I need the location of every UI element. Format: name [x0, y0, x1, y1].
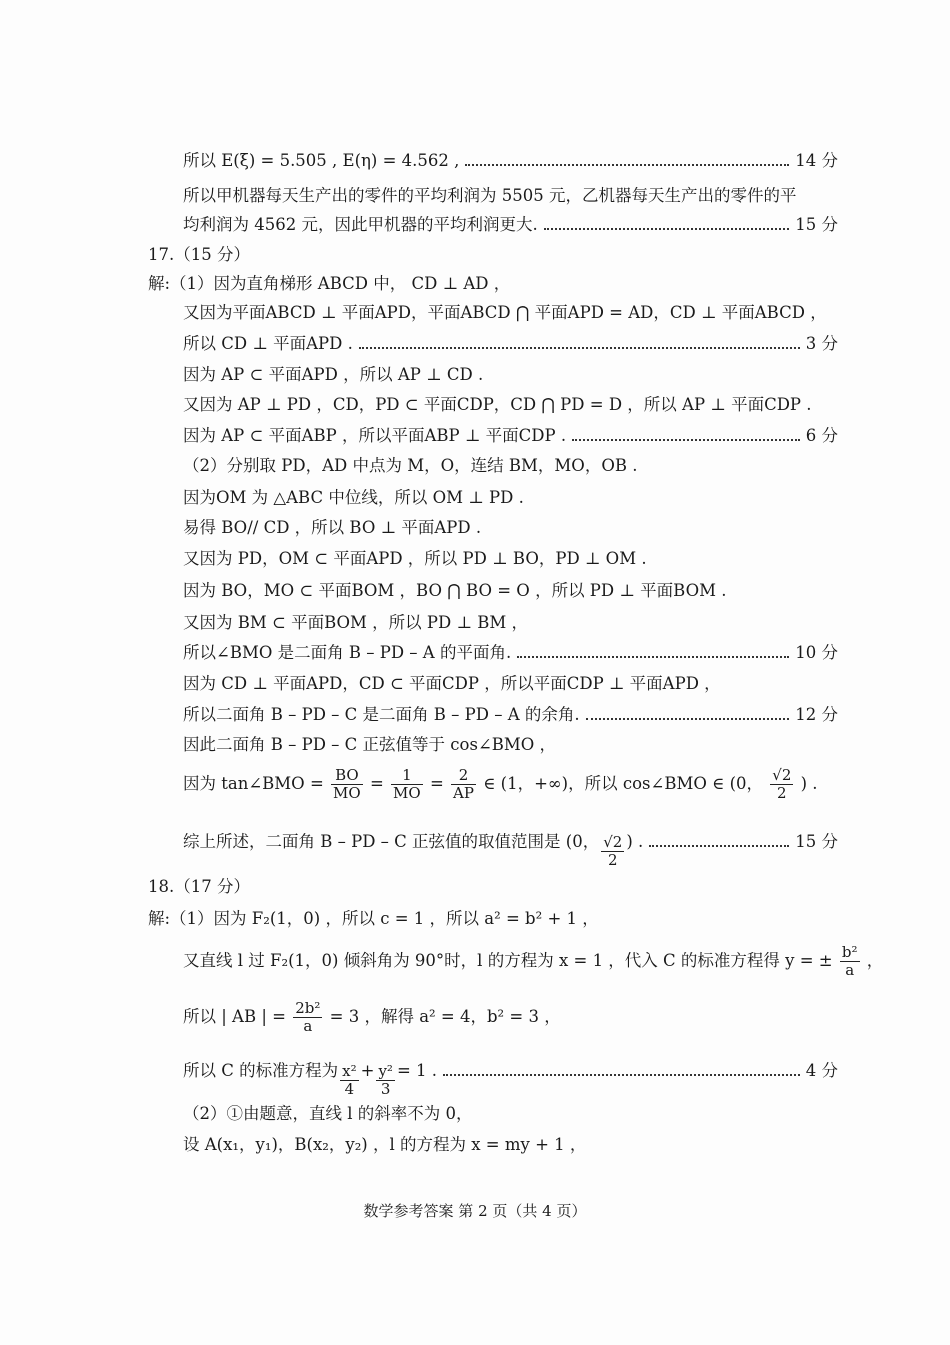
fraction-2b2-a: $\frac{\text{2b²}}{a}$ [295, 999, 321, 1035]
fraction-x2-4: $\frac{\text{x²}}{4}$ [342, 1062, 357, 1098]
fraction-b2-a: $\frac{\text{b²}}{a}$ [841, 943, 858, 979]
fraction-2-ap: $\frac{2}{AP}$ [453, 766, 474, 802]
q18-line-2: 又直线 l 过 F₂(1，0) 倾斜角为 90°时，l 的方程为 x = 1 ，代入 C 的标准方程得 y = ± $\frac{\text{b²}}{a}$ ， [183, 943, 884, 979]
q18-line-5: （2）①由题意，直线 l 的斜率不为 0， [183, 1104, 473, 1123]
fraction-bo-mo: $\frac{BO}{MO}$ [333, 766, 361, 802]
leader-dots [649, 845, 789, 847]
leader-dots [465, 164, 789, 166]
q18-line-1: 解:（1）因为 F₂(1，0) ，所以 c = 1 ，所以 a² = b² + 1 ， [148, 909, 599, 928]
q17-line-4: 因为 AP ⊂ 平面APD ，所以 AP ⊥ CD . [183, 365, 484, 384]
leader-dots [544, 228, 790, 230]
q17-line-3: 所以 CD ⊥ 平面APD . 3 分 [183, 334, 838, 353]
line-expectation: 所以 E(ξ) = 5.505 , E(η) = 4.562 , 14 分 [183, 151, 838, 170]
q17-line-13: 所以∠BMO 是二面角 B – PD – A 的平面角. 10 分 [183, 643, 838, 662]
q17-line-11: 因为 BO，MO ⊂ 平面BOM ，BO ⋂ BO = O ，所以 PD ⊥ 平面BOM . [183, 581, 727, 600]
q17-line-5: 又因为 AP ⊥ PD ，CD，PD ⊂ 平面CDP，CD ⋂ PD = D ，所以 AP ⊥ 平面CDP . [183, 395, 812, 414]
q17-line-12: 又因为 BM ⊂ 平面BOM ，所以 PD ⊥ BM ， [183, 613, 529, 632]
leader-dots [586, 718, 790, 720]
q17-line-15: 所以二面角 B – PD – C 是二面角 B – PD – A 的余角. 12 分 [183, 705, 838, 724]
leader-dots [572, 439, 800, 441]
question-17-header: 17.（15 分） [148, 245, 250, 264]
q18-line-4: 所以 C 的标准方程为 $\frac{\text{x²}}{4}$ + $\frac{\text{y²}}{3}$ = 1 . 4 分 [183, 1061, 838, 1098]
q18-line-6: 设 A(x₁，y₁)，B(x₂，y₂) ，l 的方程为 x = my + 1 ， [183, 1135, 587, 1154]
leader-dots [359, 347, 800, 349]
q17-line-1: 解:（1）因为直角梯形 ABCD 中， CD ⊥ AD ， [148, 274, 511, 293]
q17-line-17-tan: 因为 tan∠BMO = $\frac{BO}{MO}$ = $\frac{1}{MO}$ = $\frac{2}{AP}$ ∈ (1，+∞)，所以 cos∠BMO ∈ (0， $\frac{√2}{2}$ ) . [183, 766, 818, 802]
q17-line-2: 又因为平面ABCD ⊥ 平面APD，平面ABCD ⋂ 平面APD = AD，CD ⊥ 平面ABCD ， [183, 303, 827, 322]
fraction-sqrt2-2: $\frac{√2}{2}$ [772, 766, 792, 802]
page-footer: 数学参考答案 第 2 页（共 4 页） [363, 1202, 587, 1220]
leader-dots [517, 656, 789, 658]
q17-line-6: 因为 AP ⊂ 平面ABP ，所以平面ABP ⊥ 平面CDP . 6 分 [183, 426, 838, 445]
q17-line-9: 易得 BO// CD ，所以 BO ⊥ 平面APD . [183, 518, 482, 537]
fraction-sqrt2-2: $\frac{√2}{2}$ [603, 833, 623, 869]
q17-line-16: 因此二面角 B – PD – C 正弦值等于 cos∠BMO ， [183, 735, 557, 754]
fraction-y2-3: $\frac{\text{y²}}{3}$ [378, 1062, 393, 1098]
line-profit-2: 均利润为 4562 元，因此甲机器的平均利润更大. 15 分 [183, 215, 838, 234]
question-18-header: 18.（17 分） [148, 877, 250, 896]
q17-line-7: （2）分别取 PD，AD 中点为 M，O，连结 BM，MO，OB . [183, 456, 638, 475]
q17-line-10: 又因为 PD，OM ⊂ 平面APD ，所以 PD ⊥ BO，PD ⊥ OM . [183, 549, 647, 568]
q18-line-3: 所以 | AB | = $\frac{\text{2b²}}{a}$ = 3 ，解得 a² = 4，b² = 3 ， [183, 999, 561, 1035]
q17-line-8: 因为OM 为 △ABC 中位线，所以 OM ⊥ PD . [183, 488, 524, 507]
q17-line-14: 因为 CD ⊥ 平面APD，CD ⊂ 平面CDP ，所以平面CDP ⊥ 平面APD ， [183, 674, 721, 693]
leader-dots [443, 1074, 800, 1076]
q17-conclusion: 综上所述，二面角 B – PD – C 正弦值的取值范围是 (0， $\frac{√2}{2}$ ) . 15 分 [183, 832, 838, 869]
line-profit-1: 所以甲机器每天生产出的零件的平均利润为 5505 元，乙机器每天生产出的零件的平 [183, 186, 797, 205]
fraction-1-mo: $\frac{1}{MO}$ [393, 766, 421, 802]
